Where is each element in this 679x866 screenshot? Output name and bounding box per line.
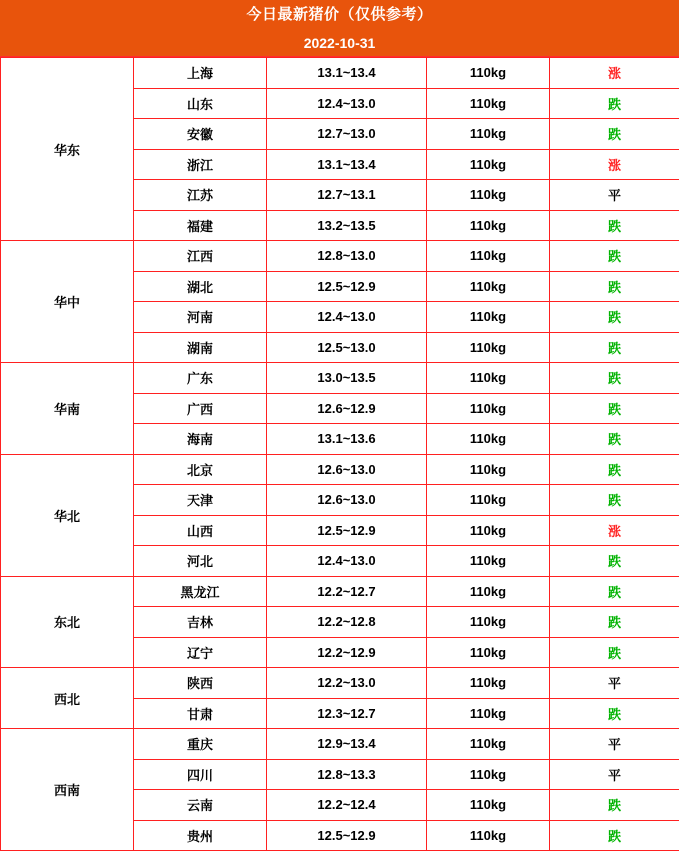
trend-cell: 平 bbox=[550, 180, 679, 211]
price-cell: 12.8~13.3 bbox=[267, 759, 427, 790]
price-cell: 12.2~12.8 bbox=[267, 607, 427, 638]
table-row bbox=[1, 241, 679, 272]
weight-cell: 110kg bbox=[427, 393, 550, 424]
table-row bbox=[1, 58, 679, 89]
region-cell: 华北 bbox=[1, 454, 134, 576]
weight-cell: 110kg bbox=[427, 302, 550, 333]
trend-cell: 跌 bbox=[550, 241, 679, 272]
weight-cell: 110kg bbox=[427, 546, 550, 577]
weight-cell: 110kg bbox=[427, 637, 550, 668]
trend-cell: 跌 bbox=[550, 302, 679, 333]
trend-cell: 跌 bbox=[550, 607, 679, 638]
weight-cell: 110kg bbox=[427, 576, 550, 607]
price-cell: 12.4~13.0 bbox=[267, 546, 427, 577]
weight-cell: 110kg bbox=[427, 332, 550, 363]
province-cell: 湖北 bbox=[134, 271, 267, 302]
province-cell: 江苏 bbox=[134, 180, 267, 211]
page-title: 今日最新猪价（仅供参考） bbox=[0, 0, 679, 30]
trend-cell: 涨 bbox=[550, 515, 679, 546]
province-cell: 四川 bbox=[134, 759, 267, 790]
trend-cell: 跌 bbox=[550, 790, 679, 821]
trend-cell: 平 bbox=[550, 759, 679, 790]
region-cell: 华东 bbox=[1, 58, 134, 241]
weight-cell: 110kg bbox=[427, 698, 550, 729]
trend-cell: 跌 bbox=[550, 332, 679, 363]
province-cell: 山东 bbox=[134, 88, 267, 119]
weight-cell: 110kg bbox=[427, 454, 550, 485]
province-cell: 辽宁 bbox=[134, 637, 267, 668]
price-cell: 12.5~12.9 bbox=[267, 515, 427, 546]
price-cell: 12.7~13.0 bbox=[267, 119, 427, 150]
price-cell: 12.2~12.9 bbox=[267, 637, 427, 668]
price-cell: 13.1~13.4 bbox=[267, 149, 427, 180]
province-cell: 云南 bbox=[134, 790, 267, 821]
region-cell: 西北 bbox=[1, 668, 134, 729]
weight-cell: 110kg bbox=[427, 149, 550, 180]
trend-cell: 跌 bbox=[550, 119, 679, 150]
trend-cell: 跌 bbox=[550, 363, 679, 394]
price-cell: 12.7~13.1 bbox=[267, 180, 427, 211]
weight-cell: 110kg bbox=[427, 790, 550, 821]
trend-cell: 平 bbox=[550, 668, 679, 699]
price-cell: 12.4~13.0 bbox=[267, 88, 427, 119]
price-table-body bbox=[1, 58, 679, 851]
price-cell: 13.1~13.4 bbox=[267, 58, 427, 89]
province-cell: 甘肃 bbox=[134, 698, 267, 729]
province-cell: 陕西 bbox=[134, 668, 267, 699]
weight-cell: 110kg bbox=[427, 759, 550, 790]
weight-cell: 110kg bbox=[427, 58, 550, 89]
province-cell: 北京 bbox=[134, 454, 267, 485]
weight-cell: 110kg bbox=[427, 363, 550, 394]
trend-cell: 跌 bbox=[550, 271, 679, 302]
weight-cell: 110kg bbox=[427, 241, 550, 272]
province-cell: 福建 bbox=[134, 210, 267, 241]
weight-cell: 110kg bbox=[427, 668, 550, 699]
price-cell: 13.0~13.5 bbox=[267, 363, 427, 394]
trend-cell: 跌 bbox=[550, 210, 679, 241]
province-cell: 广西 bbox=[134, 393, 267, 424]
trend-cell: 涨 bbox=[550, 149, 679, 180]
price-table bbox=[0, 57, 679, 851]
weight-cell: 110kg bbox=[427, 180, 550, 211]
province-cell: 江西 bbox=[134, 241, 267, 272]
province-cell: 浙江 bbox=[134, 149, 267, 180]
trend-cell: 跌 bbox=[550, 637, 679, 668]
weight-cell: 110kg bbox=[427, 607, 550, 638]
province-cell: 贵州 bbox=[134, 820, 267, 851]
province-cell: 天津 bbox=[134, 485, 267, 516]
province-cell: 上海 bbox=[134, 58, 267, 89]
table-row bbox=[1, 576, 679, 607]
region-cell: 西南 bbox=[1, 729, 134, 851]
province-cell: 黑龙江 bbox=[134, 576, 267, 607]
price-cell: 12.2~12.7 bbox=[267, 576, 427, 607]
region-cell: 华中 bbox=[1, 241, 134, 363]
trend-cell: 跌 bbox=[550, 454, 679, 485]
province-cell: 广东 bbox=[134, 363, 267, 394]
price-cell: 12.5~12.9 bbox=[267, 271, 427, 302]
price-cell: 12.2~12.4 bbox=[267, 790, 427, 821]
province-cell: 山西 bbox=[134, 515, 267, 546]
trend-cell: 跌 bbox=[550, 698, 679, 729]
table-row bbox=[1, 363, 679, 394]
table-row bbox=[1, 668, 679, 699]
price-cell: 13.1~13.6 bbox=[267, 424, 427, 455]
table-row bbox=[1, 729, 679, 760]
price-cell: 12.2~13.0 bbox=[267, 668, 427, 699]
trend-cell: 涨 bbox=[550, 58, 679, 89]
province-cell: 河北 bbox=[134, 546, 267, 577]
trend-cell: 跌 bbox=[550, 546, 679, 577]
province-cell: 重庆 bbox=[134, 729, 267, 760]
weight-cell: 110kg bbox=[427, 485, 550, 516]
province-cell: 吉林 bbox=[134, 607, 267, 638]
weight-cell: 110kg bbox=[427, 119, 550, 150]
region-cell: 华南 bbox=[1, 363, 134, 455]
weight-cell: 110kg bbox=[427, 271, 550, 302]
weight-cell: 110kg bbox=[427, 210, 550, 241]
region-cell: 东北 bbox=[1, 576, 134, 668]
price-cell: 12.3~12.7 bbox=[267, 698, 427, 729]
province-cell: 海南 bbox=[134, 424, 267, 455]
trend-cell: 平 bbox=[550, 729, 679, 760]
price-cell: 12.6~12.9 bbox=[267, 393, 427, 424]
weight-cell: 110kg bbox=[427, 729, 550, 760]
weight-cell: 110kg bbox=[427, 424, 550, 455]
price-cell: 13.2~13.5 bbox=[267, 210, 427, 241]
province-cell: 湖南 bbox=[134, 332, 267, 363]
date-label: 2022-10-31 bbox=[0, 30, 679, 57]
price-cell: 12.5~13.0 bbox=[267, 332, 427, 363]
price-cell: 12.8~13.0 bbox=[267, 241, 427, 272]
province-cell: 河南 bbox=[134, 302, 267, 333]
trend-cell: 跌 bbox=[550, 485, 679, 516]
trend-cell: 跌 bbox=[550, 424, 679, 455]
trend-cell: 跌 bbox=[550, 820, 679, 851]
weight-cell: 110kg bbox=[427, 88, 550, 119]
province-cell: 安徽 bbox=[134, 119, 267, 150]
trend-cell: 跌 bbox=[550, 576, 679, 607]
weight-cell: 110kg bbox=[427, 515, 550, 546]
price-cell: 12.9~13.4 bbox=[267, 729, 427, 760]
weight-cell: 110kg bbox=[427, 820, 550, 851]
table-row bbox=[1, 454, 679, 485]
price-cell: 12.4~13.0 bbox=[267, 302, 427, 333]
price-cell: 12.5~12.9 bbox=[267, 820, 427, 851]
trend-cell: 跌 bbox=[550, 88, 679, 119]
price-cell: 12.6~13.0 bbox=[267, 485, 427, 516]
price-cell: 12.6~13.0 bbox=[267, 454, 427, 485]
trend-cell: 跌 bbox=[550, 393, 679, 424]
